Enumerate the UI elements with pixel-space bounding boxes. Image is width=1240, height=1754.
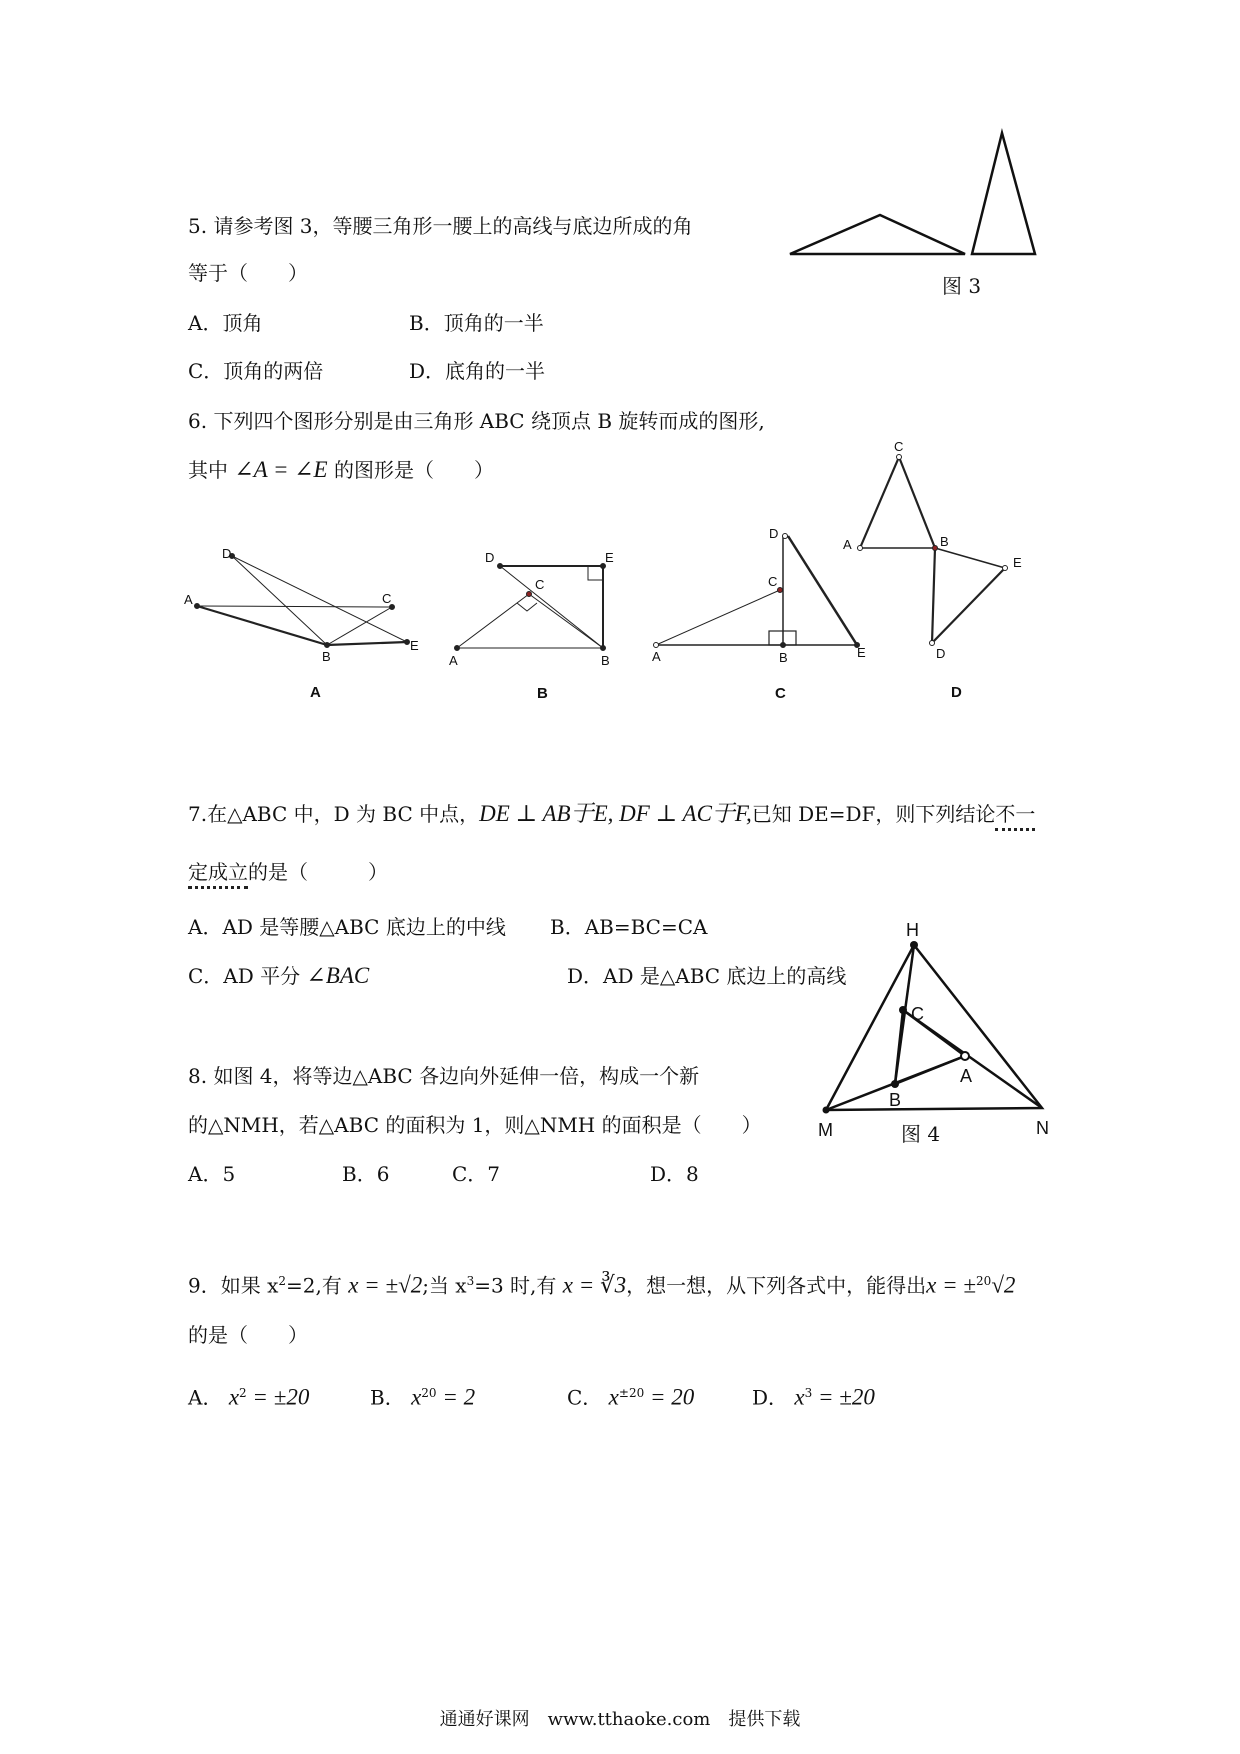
- q8-option-a: A．5: [188, 1162, 236, 1186]
- q7-pre: 7.在△ABC 中，D 为 BC 中点，: [188, 802, 480, 826]
- q6-figD-label-b: B: [940, 534, 949, 549]
- q9-option-b: [370, 1381, 475, 1410]
- q9-option-c-rest: = 20: [644, 1384, 695, 1410]
- q6-caption-d: D: [951, 684, 962, 701]
- q6-figB-label-e: E: [605, 550, 614, 565]
- q6-caption-a: A: [310, 684, 321, 701]
- q6-figC-label-e: E: [857, 645, 866, 660]
- fig4-caption: 图 4: [901, 1122, 941, 1146]
- fig4-label-b: B: [889, 1090, 902, 1110]
- q9-option-c: [567, 1381, 694, 1410]
- q7-option-c-angle: ∠BAC: [306, 963, 370, 988]
- q9-math-cbrt3: x = ∛3: [562, 1272, 627, 1298]
- q7-line2-post: 的是（ ）: [248, 860, 388, 884]
- q9-option-d-base: x: [794, 1384, 805, 1410]
- q8-option-c: C．7: [452, 1162, 501, 1186]
- q6-figD-label-d: D: [936, 646, 946, 661]
- q6-figC-label-d: D: [769, 526, 779, 541]
- q9-option-d-label: D．: [752, 1385, 789, 1410]
- q6-line1: 6. 下列四个图形分别是由三角形 ABC 绕顶点 B 旋转而成的图形,: [188, 409, 765, 433]
- q9-option-d-rest: = ±20: [812, 1384, 875, 1410]
- q9-option-b-label: B．: [370, 1385, 405, 1410]
- q8-line1: 8. 如图 4，将等边△ABC 各边向外延伸一倍，构成一个新: [188, 1064, 700, 1088]
- fig4-label-a: A: [960, 1066, 973, 1086]
- q6-figC-label-a: A: [652, 649, 661, 664]
- q8-line2: 的△NMH，若△ABC 的面积为 1，则△NMH 的面积是（ ）: [188, 1113, 762, 1137]
- q8-option-b: B．6: [342, 1162, 390, 1186]
- fig4-label-m: M: [818, 1120, 833, 1140]
- q9-option-b-sup: 20: [421, 1386, 437, 1400]
- q9-math-sqrt2: x = ±√2: [348, 1272, 423, 1298]
- q9-part3: ;当 x: [422, 1273, 467, 1298]
- q9-part1-sup: 2: [278, 1274, 287, 1288]
- q7-option-b: B．AB=BC=CA: [550, 915, 708, 939]
- q6-figB-label-b: B: [601, 653, 610, 668]
- q7-post: 已知 DE=DF，则下列结论: [751, 802, 996, 826]
- q6-figB-label-c: C: [535, 577, 545, 592]
- fig4-label-h: H: [906, 920, 919, 940]
- page-footer: 通通好课网 www.tthaoke.com 提供下载: [439, 1709, 801, 1730]
- q9-option-c-label: C．: [567, 1385, 603, 1410]
- q7-perpendicular-condition: DE ⊥ AB于E, DF ⊥ AC于F,: [479, 801, 752, 826]
- q9-part5: ，想一想，从下列各式中，能得出: [626, 1273, 927, 1298]
- q5-option-b: B．顶角的一半: [409, 311, 544, 335]
- fig4-label-c: C: [911, 1004, 924, 1024]
- q6-figA-label-a: A: [184, 592, 193, 607]
- q6-figC-label-b: B: [779, 650, 788, 665]
- q6-caption-b: B: [537, 685, 548, 702]
- q6-figB-label-a: A: [449, 653, 458, 668]
- q5-line1: 5. 请参考图 3，等腰三角形一腰上的高线与底边所成的角: [188, 214, 693, 238]
- q9-line2: 的是（ ）: [188, 1323, 308, 1347]
- q9-math-target-pre: x = ±: [926, 1272, 977, 1298]
- q7-option-d: D．AD 是△ABC 底边上的高线: [567, 964, 847, 988]
- q6-figD-label-a: A: [843, 537, 852, 552]
- q7-emphasis-1: 不一: [995, 802, 1035, 831]
- q5-line2: 等于（ ）: [188, 261, 308, 285]
- q6-figA-label-b: B: [322, 649, 331, 664]
- q9-option-c-sup: ±20: [618, 1386, 645, 1400]
- q7-option-c-text: C．AD 平分: [188, 964, 301, 988]
- q5-option-c: C．顶角的两倍: [188, 359, 324, 383]
- q9-line1: [188, 1269, 1015, 1298]
- q6-angle-equation: ∠A = ∠E: [234, 457, 328, 482]
- q6-line2-pre: 其中: [188, 458, 228, 482]
- fig4-label-n: N: [1036, 1118, 1049, 1138]
- q9-option-b-base: x: [411, 1384, 422, 1410]
- q6-figA-label-e: E: [410, 638, 419, 653]
- q9-option-d: [752, 1381, 875, 1410]
- q9-option-a-base: x: [228, 1384, 240, 1410]
- q5-option-d: D．底角的一半: [409, 359, 546, 383]
- q6-figD-label-c: C: [894, 439, 904, 454]
- q6-figD-label-e: E: [1013, 555, 1022, 570]
- fig3-caption: 图 3: [942, 274, 982, 298]
- q5-option-a: A．顶角: [188, 311, 263, 335]
- q9-option-d-sup: 3: [804, 1386, 813, 1400]
- q7-emphasis-2: 定成立: [188, 860, 248, 889]
- q6-figA-label-d: D: [222, 546, 232, 561]
- q6-figC-label-c: C: [768, 574, 778, 589]
- q9-part3-sup: 3: [466, 1274, 475, 1288]
- q9-math-target-root: √2: [991, 1272, 1016, 1298]
- q9-option-a: [188, 1381, 309, 1410]
- q9-part2: =2,有: [286, 1273, 342, 1298]
- q6-figA-label-c: C: [382, 591, 392, 606]
- q9-option-a-sup: 2: [239, 1386, 247, 1400]
- q7-option-a: A．AD 是等腰△ABC 底边上的中线: [188, 915, 506, 939]
- q9-option-a-label: A．: [188, 1385, 223, 1410]
- q9-option-a-rest: = ±20: [246, 1384, 310, 1410]
- q6-figB-label-d: D: [485, 550, 495, 565]
- q9-part1: 9．如果 x: [188, 1273, 279, 1298]
- q9-part4: =3 时,有: [474, 1273, 557, 1298]
- q9-option-c-base: x: [608, 1384, 619, 1410]
- q6-caption-c: C: [775, 685, 786, 702]
- q6-line2-post: 的图形是（ ）: [333, 458, 494, 482]
- q9-option-b-rest: = 2: [436, 1384, 476, 1410]
- q8-option-d: D．8: [650, 1162, 699, 1186]
- q9-math-target-index: 20: [976, 1274, 992, 1288]
